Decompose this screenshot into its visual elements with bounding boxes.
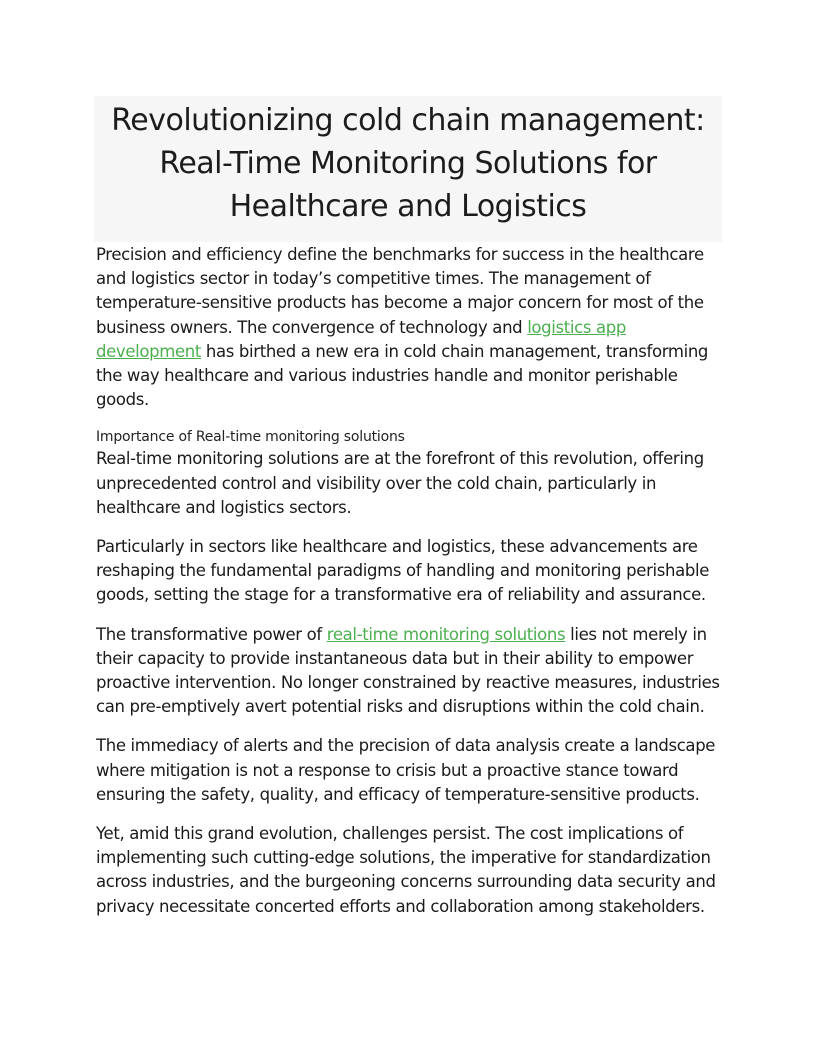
paragraph-5 [96,734,728,807]
intro-line-4 [96,316,728,340]
p4-line-1-pre: The transformative power of [96,624,327,644]
p5-line-3: ensuring the safety, quality, and efficacy of temperature-sensitive products. [96,784,700,804]
p4-line-4: can pre-emptively avert potential risks and disruptions within the cold chain. [96,697,705,717]
intro-line-6: the way healthcare and various industries handle and monitor perishable [96,366,678,386]
page-title-line-1: Revolutionizing cold chain management: [111,103,705,138]
p5-line-1: The immediacy of alerts and the precision of data analysis create a landscape [96,736,716,756]
real-time-monitoring-solutions-link[interactable]: real-time monitoring solutions [326,624,566,644]
p4-line-2: their capacity to provide instantaneous data but in their ability to empower [96,648,694,668]
paragraph-2 [96,447,728,520]
intro-paragraph [96,243,728,412]
intro-line-7: goods. [96,390,149,410]
p3-line-1: Particularly in sectors like healthcare and logistics, these advancements are [96,537,698,557]
intro-line-2: and logistics sector in today’s competitive times. The management of [96,269,651,289]
p6-line-4: privacy necessitate concerted efforts and collaboration among stakeholders. [96,896,705,916]
p2-line-1: Real-time monitoring solutions are at the forefront of this revolution, offering [96,449,704,469]
section-subheading: Importance of Real-time monitoring solutions [96,429,405,446]
p6-line-3: across industries, and the burgeoning concerns surrounding data security and [96,872,716,892]
paragraph-3 [96,535,728,608]
title-box [94,96,722,242]
p2-line-3: healthcare and logistics sectors. [96,497,352,517]
logistics-app-development-link[interactable]: logistics app [527,317,627,337]
p6-line-1: Yet, amid this grand evolution, challenges persist. The cost implications of [96,824,684,844]
p6-line-2: implementing such cutting-edge solutions, the imperative for standardization [96,848,711,868]
page-title-line-2: Real-Time Monitoring Solutions for [159,146,657,181]
p5-line-2: where mitigation is not a response to crisis but a proactive stance toward [96,760,679,780]
intro-line-4-text: business owners. The convergence of technology and [96,317,528,337]
intro-line-3: temperature-sensitive products has become a major concern for most of the [96,293,704,313]
article-body [96,243,728,934]
p4-line-1 [96,623,728,647]
intro-line-5-text: has birthed a new era in cold chain management, transforming [201,341,709,361]
p4-line-3: proactive intervention. No longer constrained by reactive measures, industries [96,673,720,693]
p2-line-2: unprecedented control and visibility over the cold chain, particularly in [96,473,657,493]
logistics-app-development-link-continued[interactable]: development [96,341,201,361]
p4-line-1-post: lies not merely in [565,624,707,644]
page-title-line-3: Healthcare and Logistics [229,189,587,224]
intro-line-1: Precision and efficiency define the benchmarks for success in the healthcare [96,245,704,264]
p3-line-2: reshaping the fundamental paradigms of handling and monitoring perishable [96,561,710,581]
paragraph-4 [96,623,728,720]
intro-line-5 [96,340,728,364]
p3-line-3: goods, setting the stage for a transformative era of reliability and assurance. [96,585,706,605]
paragraph-6 [96,822,728,919]
